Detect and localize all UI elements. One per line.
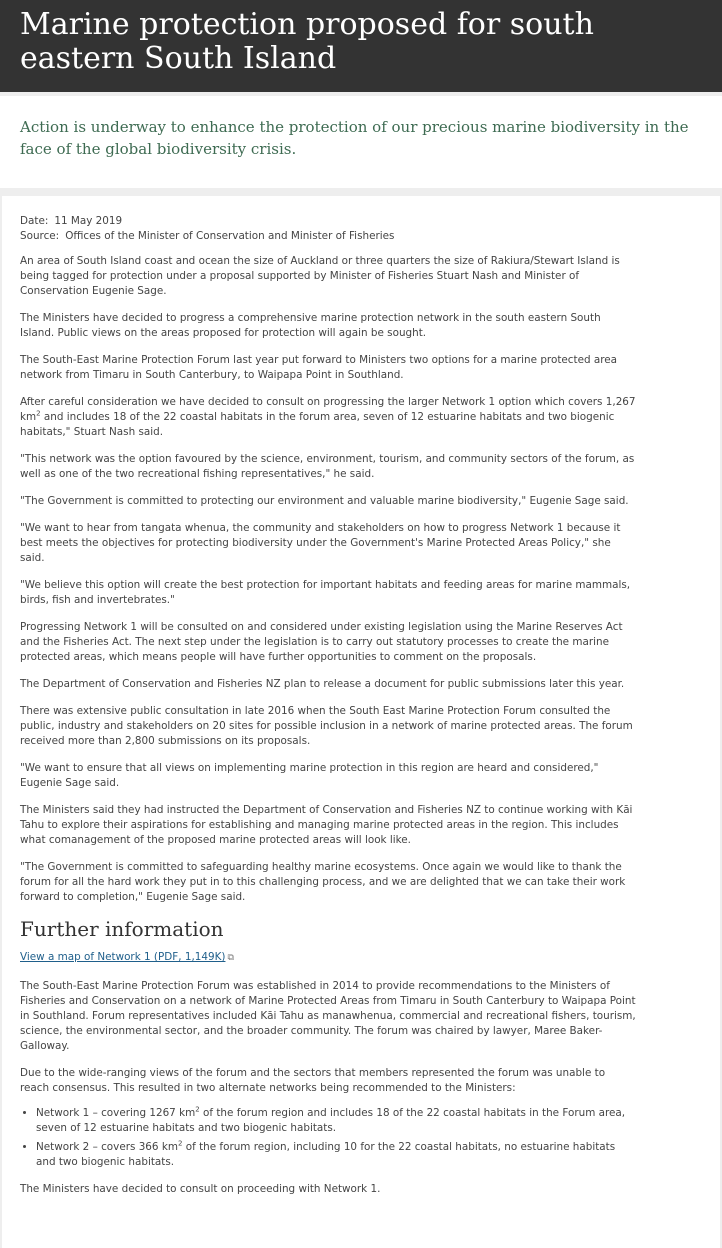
network-list (20, 1106, 636, 1170)
intro-lede: Action is underway to enhance the protection of our precious marine biodiversity in the face of the global biodiversity crisis. (20, 118, 689, 158)
paragraph: "This network was the option favoured by the science, environment, tourism, and community sectors of the forum, as well as one of the two recreational fishing representatives," he said. (20, 453, 635, 480)
page-title: Marine protection proposed for south eastern South Island (20, 7, 594, 76)
date-label: Date: (20, 215, 49, 227)
paragraph: "We want to ensure that all views on implementing marine protection in this region are heard and considered," Eugenie Sage said. (20, 762, 599, 789)
list-item-text: Network 2 – covers 366 km (36, 1141, 178, 1153)
date-value: 11 May 2019 (54, 215, 123, 227)
paragraph: "We believe this option will create the best protection for important habitats and feeding areas for marine mammals, birds, fish and invertebrates." (20, 579, 631, 606)
article-body (20, 254, 636, 1197)
intro-panel (0, 96, 722, 192)
source-label: Source: (20, 230, 60, 242)
paragraph: The Ministers have decided to progress a comprehensive marine protection network in the south eastern South Island. Public views on the areas proposed for protection will again be sought. (20, 312, 601, 339)
list-item (36, 1106, 636, 1136)
network-map-link[interactable]: View a map of Network 1 (PDF, 1,149K) (20, 951, 226, 963)
paragraph-text: After careful consideration we have decided to consult on progressing the larger Network 1 option which covers 1,267 km (20, 396, 636, 423)
superscript: 2 (177, 1139, 183, 1148)
paragraph: Due to the wide-ranging views of the forum and the sectors that members represented the forum was unable to reach consensus. This resulted in two alternate networks being recommended to the Ministers: (20, 1067, 606, 1094)
list-item-text: Network 1 – covering 1267 km (36, 1107, 196, 1119)
paragraph: The Ministers have decided to consult on proceeding with Network 1. (20, 1183, 381, 1195)
paragraph: There was extensive public consultation in late 2016 when the South East Marine Protection Forum consulted the public, industry and stakeholders on 20 sites for possible inclusion in a network of marine protected areas. The forum received more than 2,800 submissions on its proposals. (20, 705, 633, 747)
article-meta (20, 214, 636, 244)
source-value: Offices of the Minister of Conservation and Minister of Fisheries (65, 230, 395, 242)
paragraph: "The Government is committed to safeguarding healthy marine ecosystems. Once again we would like to thank the forum for all the hard work they put in to this challenging process, and we are delighted that we can take their work forward to completion," Eugenie Sage said. (20, 861, 626, 903)
superscript: 2 (36, 409, 41, 418)
external-link-icon: ⧉ (227, 953, 234, 963)
list-item (36, 1140, 636, 1170)
page-header (0, 0, 722, 92)
paragraph: "We want to hear from tangata whenua, the community and stakeholders on how to progress Network 1 because it best meets the objectives for protecting biodiversity under the Government's Marine Protected Areas Policy," she said. (20, 522, 621, 564)
paragraph (20, 395, 636, 440)
paragraph: An area of South Island coast and ocean the size of Auckland or three quarters the size of Rakiura/Stewart Island is being tagged for protection under a proposal supported by Minister of Fisheries Stuart Nash and Minister of Conservation Eugenie Sage. (20, 255, 620, 297)
paragraph: The South-East Marine Protection Forum was established in 2014 to provide recommendations to the Ministers of Fisheries and Conservation on a network of Marine Protected Areas from Timaru in South Canterbury to Waipapa Point in Southland. Forum representatives included Kāi Tahu as manawhenua, commercial and recreational fishers, tourism, science, the environmental sector, and the broader community. The forum was chaired by lawyer, Maree Baker-Galloway. (20, 980, 636, 1052)
paragraph-text: and includes 18 of the 22 coastal habitats in the forum area, seven of 12 estuarine habitats and two biogenic habitats," Stuart Nash said. (20, 411, 615, 438)
list-item-text: of the forum region and includes 18 of the 22 coastal habitats in the Forum area, seven of 12 estuarine habitats and two biogenic habitats. (36, 1107, 626, 1134)
source-row (20, 229, 636, 244)
list-item-text: of the forum region, including 10 for the 22 coastal habitats, no estuarine habitats and two biogenic habitats. (36, 1141, 616, 1168)
paragraph: "The Government is committed to protecting our environment and valuable marine biodiversity," Eugenie Sage said. (20, 495, 629, 507)
date-row (20, 214, 636, 229)
paragraph: Progressing Network 1 will be consulted on and considered under existing legislation using the Marine Reserves Act and the Fisheries Act. The next step under the legislation is to carry out statutory processes to create the marine protected areas, which means people will have further opportunities to comment on the proposals. (20, 621, 623, 663)
paragraph: The Ministers said they had instructed the Department of Conservation and Fisheries NZ to continue working with Kāi Tahu to explore their aspirations for establishing and managing marine protected areas in the region. This includes what comanagement of the proposed marine protected areas will look like. (20, 804, 633, 846)
article-content (2, 196, 720, 1248)
paragraph: The Department of Conservation and Fisheries NZ plan to release a document for public submissions later this year. (20, 678, 625, 690)
paragraph: The South-East Marine Protection Forum last year put forward to Ministers two options for a marine protected area network from Timaru in South Canterbury, to Waipapa Point in Southland. (20, 354, 618, 381)
further-information-heading: Further information (20, 917, 224, 941)
superscript: 2 (195, 1105, 200, 1114)
network-map-link-row (20, 945, 636, 965)
